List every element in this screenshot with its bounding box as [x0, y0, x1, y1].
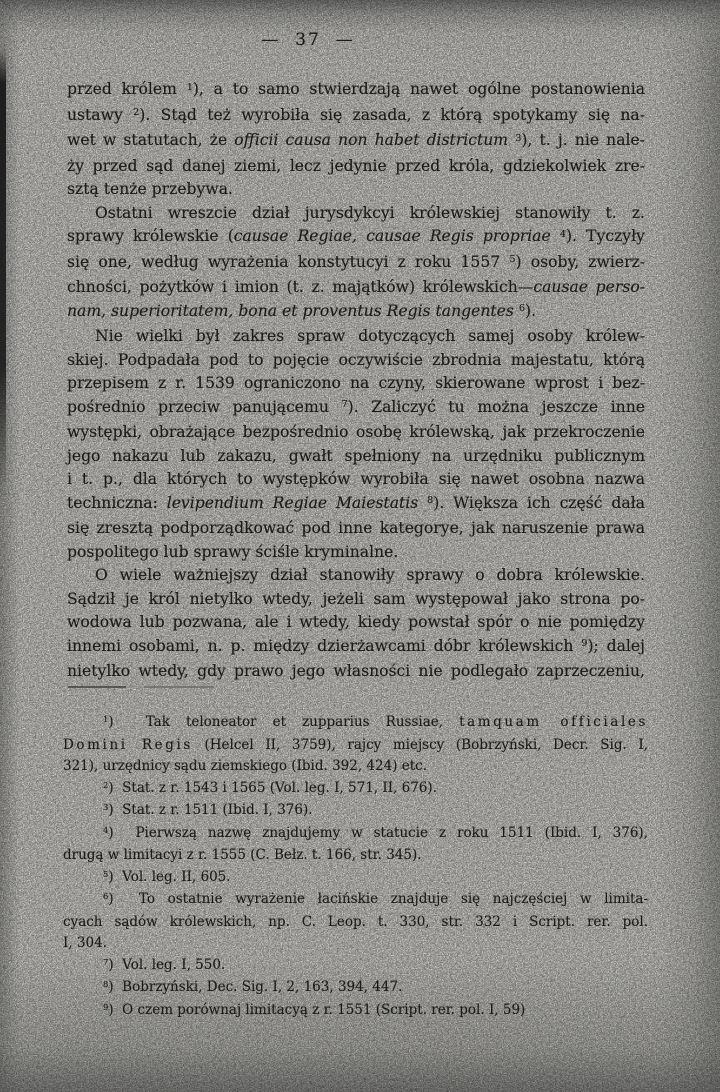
- footnotes-block: [63, 712, 648, 1022]
- text-line: występki, obrażające bezpośrednio osobę królewską, jak przekroczenie: [67, 423, 645, 441]
- text-line: ży przed sąd danej ziemi, lecz jedynie przed króla, gdziekolwiek zre-: [67, 156, 645, 175]
- text-line: przepisem z r. 1539 ograniczono na czyny, skierowane wprost i bez-: [67, 374, 645, 392]
- text-line: sprawy królewskie (causae Regiae, causae Regis propriae $^4$). Tyczyły: [67, 227, 645, 245]
- text-line: $^5$) Vol. leg. II, 605.: [103, 868, 231, 885]
- text-line: $^4$) Pierwszą nazwę znajdujemy w statucie z roku 1511 (Ibid. I, 376),: [103, 824, 648, 841]
- text-line: $^7$) Vol. leg. I, 550.: [103, 956, 226, 973]
- text-line: wodowa lub pozwana, ale i wtedy, kiedy powstał spór o nie pomiędzy: [67, 613, 645, 631]
- text-line: $^6$) To ostatnie wyrażenie łacińskie znajduje się najczęściej w limita-: [103, 891, 648, 907]
- text-line: $^9$) O czem porównaj limitacyą z r. 1551 (Script. rer. pol. I, 59): [103, 1001, 526, 1018]
- text-line: ustawy $^2$). Stąd też wyrobiła się zasada, z którą spotykamy się na-: [67, 105, 645, 124]
- text-line: i t. p., dla których to występków wyrobiła się nawet osobna nazwa: [67, 470, 645, 488]
- text-line: Ostatni wreszcie dział jurysdykcyi królewskiej stanowiły t. z.: [95, 203, 645, 222]
- text-line: przed królem $^1$), a to samo stwierdzają nawet ogólne postanowienia: [67, 80, 645, 98]
- text-line: O wiele ważniejszy dział stanowiły sprawy o dobra królewskie.: [95, 566, 645, 584]
- text-line: techniczna: levipendium Regiae Maiestatis $^8$). Większa ich część dała: [67, 493, 645, 512]
- text-line: Nie wielki był zakres spraw dotyczących samej osoby królew-: [95, 327, 645, 345]
- text-line: sztą tenże przebywa.: [67, 180, 233, 198]
- text-line: cyach sądów królewskich, np. C. Leop. t. 330, str. 332 i Script. rer. pol.: [63, 913, 648, 930]
- text-line: I, 304.: [63, 935, 107, 951]
- text-line: Domini Regis (Helcel II, 3759), rajcy miejscy (Bobrzyński, Decr. Sig. I,: [63, 736, 648, 753]
- text-line: Sądził je król nietylko wtedy, jeżeli sam występował jako strona po-: [67, 589, 645, 608]
- text-line: $^1$) Tak teloneator et zupparius Russiae, tamquam officiales: [103, 714, 648, 730]
- text-line: jego nakazu lub zakazu, gwałt spełniony na urzędniku publicznym: [67, 446, 645, 465]
- text-line: $^2$) Stat. z r. 1543 i 1565 (Vol. leg. I, 571, II, 676).: [103, 779, 437, 796]
- text-line: 321), urzędnicy sądu ziemskiego (Ibid. 392, 424) etc.: [63, 758, 428, 774]
- text-line: $^8$) Bobrzyński, Dec. Sig. I, 2, 163, 394, 447.: [103, 979, 403, 995]
- text-line: wet w statutach, że officii causa non habet districtum $^3$), t. j. nie nale-: [67, 131, 645, 149]
- main-text-block: [67, 78, 645, 684]
- text-line: $^3$) Stat. z r. 1511 (Ibid. I, 376).: [103, 802, 313, 818]
- text-line: chności, pożytków i imion (t. z. majątków) królewskich—causae perso-: [67, 278, 645, 296]
- scan-edge-shadow: [0, 48, 6, 498]
- text-line: pośrednio przeciw panującemu $^7$). Zaliczyć tu można jeszcze inne: [67, 397, 645, 416]
- text-line: skiej. Podpadała pod to pojęcie oczywiście zbrodnia majestatu, którą: [67, 350, 645, 369]
- text-line: się zresztą podporządkować pod inne kategorye, jak naruszenie prawa: [67, 519, 645, 537]
- text-line: nietylko wtedy, gdy prawo jego własności nie podlegało zaprzeczeniu,: [67, 662, 645, 680]
- page-number: — 37 —: [261, 30, 355, 50]
- text-line: drugą w limitacyi z r. 1555 (C. Bełz. t. 166, str. 345).: [63, 847, 422, 863]
- text-line: nam, superioritatem, bona et proventus Regis tangentes $^6$).: [67, 301, 537, 320]
- text-line: pospolitego lub sprawy ściśle kryminalne.: [67, 542, 399, 561]
- text-line: innemi osobami, n. p. między dzierżawcami dóbr królewskich $^9$); dalej: [67, 636, 645, 655]
- text-line: się one, według wyrażenia konstytucyi z roku 1557 $^5$) osoby, zwierz-: [67, 252, 646, 271]
- footnote-separator-rule: [68, 686, 214, 688]
